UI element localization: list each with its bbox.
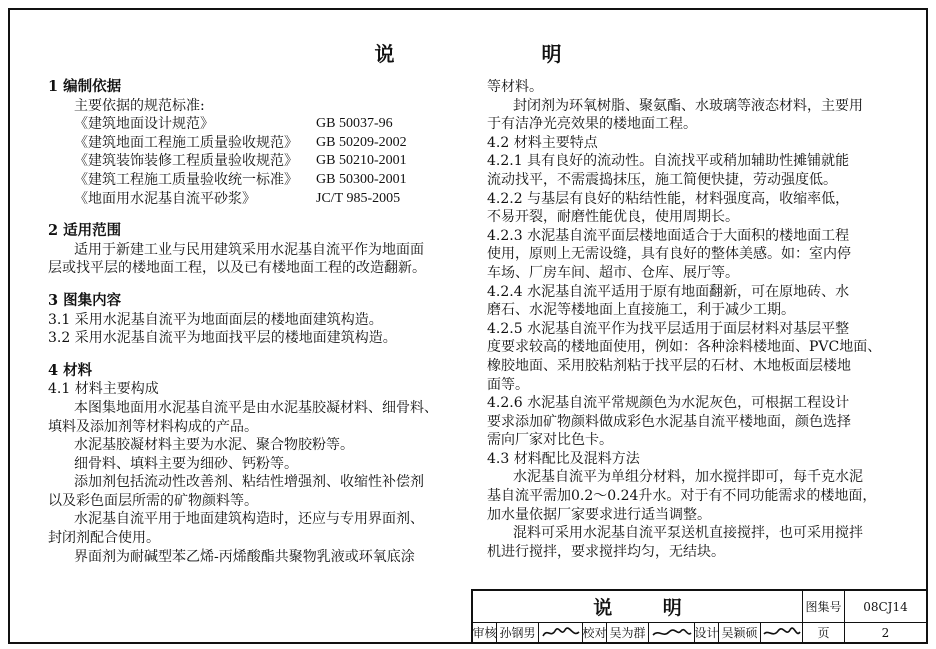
paragraph-line: 4.2.5 水泥基自流平作为找平层适用于面层材料对基层平整 — [487, 320, 850, 337]
paragraph-line: 加水量依据厂家要求进行适当调整。 — [487, 506, 711, 523]
checker-name: 吴为群 — [607, 623, 649, 642]
paragraph-line: 基自流平需加0.2～0.24升水。对于有不同功能需求的楼地面， — [487, 488, 877, 505]
standard-row — [48, 115, 458, 134]
section-4-heading: 4 材料 — [48, 361, 93, 379]
atlas-number-label: 图集号 — [803, 591, 845, 622]
paragraph-line: 面等。 — [487, 376, 529, 393]
paragraph-line: 水泥基自流平为单组分材料，加水搅拌即可，每千克水泥 — [513, 469, 863, 486]
paragraph-line: 等材料。 — [487, 79, 543, 95]
standard-row — [48, 190, 458, 209]
section-1-intro: 主要依据的规范标准: — [74, 97, 205, 114]
page-number: 2 — [881, 625, 890, 640]
page-title: 说 明 — [374, 42, 632, 66]
section-3-heading: 3 图集内容 — [48, 291, 122, 309]
standard-name: 《建筑装饰装修工程质量验收规范》 — [74, 153, 298, 170]
designer-signature — [761, 623, 803, 642]
standard-row — [48, 152, 458, 171]
paragraph-line: 细骨料、填料主要为细砂、钙粉等。 — [74, 455, 298, 472]
standard-code: GB 50209-2002 — [316, 134, 407, 150]
signature-icon — [762, 626, 802, 640]
designer-name: 吴颖硕 — [719, 623, 761, 642]
section-1-heading: 1 编制依据 — [48, 78, 122, 95]
paragraph-line: 4.2.3 水泥基自流平面层楼地面适合于大面积的楼地面工程 — [487, 227, 850, 244]
paragraph-line: 本图集地面用水泥基自流平是由水泥基胶凝材料、细骨料、 — [74, 399, 438, 416]
section-2-heading: 2 适用范围 — [48, 222, 122, 240]
paragraph-line: 使用，原则上无需设缝，具有良好的整体美感。如：室内停 — [487, 246, 851, 263]
signature-icon — [651, 626, 693, 640]
paragraph-line: 以及彩色面层所需的矿物颜料等。 — [48, 492, 258, 509]
page-label: 页 — [803, 623, 845, 642]
paragraph-line: 4.2.4 水泥基自流平适用于原有地面翻新，可在原地砖、水 — [487, 283, 850, 300]
paragraph-line: 3.2 采用水泥基自流平为地面找平层的楼地面建筑构造。 — [48, 330, 397, 347]
standard-code: GB 50037-96 — [316, 116, 393, 132]
paragraph-line: 适用于新建工业与民用建筑采用水泥基自流平作为地面面 — [74, 241, 424, 258]
standard-row — [48, 171, 458, 190]
design-label: 设计 — [695, 623, 719, 642]
paragraph-line: 流动找平，不需震捣抹压，施工简便快捷，劳动强度低。 — [487, 171, 837, 188]
check-label: 校对 — [583, 623, 607, 642]
paragraph-line: 4.2.1 具有良好的流动性。自流找平或稍加辅助性摊铺就能 — [487, 153, 850, 170]
signature-icon — [541, 626, 581, 640]
paragraph-line: 3.1 采用水泥基自流平为地面面层的楼地面建筑构造。 — [48, 311, 383, 328]
standard-code: GB 50210-2001 — [316, 153, 407, 169]
standard-name: 《建筑工程施工质量验收统一标准》 — [74, 171, 298, 188]
title-block-bottom-row — [473, 623, 926, 642]
standard-name: 《地面用水泥基自流平砂浆》 — [74, 190, 256, 207]
paragraph-line: 需向厂家对比色卡。 — [487, 432, 613, 449]
title-block-name: 说 明 — [473, 591, 803, 622]
checker-signature — [649, 623, 695, 642]
paragraph-line: 层或找平层的楼地面工程，以及已有楼地面工程的改造翻新。 — [48, 260, 426, 277]
paragraph-line: 于有洁净光亮效果的楼地面工程。 — [487, 116, 697, 133]
standard-code: GB 50300-2001 — [316, 171, 407, 187]
paragraph-line: 磨石、水泥等楼地面上直接施工，利于减少工期。 — [487, 302, 795, 319]
paragraph-line: 添加剂包括流动性改善剂、粘结性增强剂、收缩性补偿剂 — [74, 474, 424, 491]
subsection-heading: 4.1 材料主要构成 — [48, 381, 159, 398]
paragraph-line: 机进行搅拌，要求搅拌均匀，无结块。 — [487, 543, 725, 560]
title-block — [471, 589, 926, 642]
paragraph-line: 填料及添加剂等材料构成的产品。 — [48, 418, 258, 435]
standard-name: 《建筑地面设计规范》 — [74, 116, 214, 133]
paragraph-line: 4.2.2 与基层有良好的粘结性能，材料强度高，收缩率低， — [487, 190, 850, 207]
paragraph-line: 水泥基自流平用于地面建筑构造时，还应与专用界面剂、 — [74, 511, 424, 528]
paragraph-line: 度要求较高的楼地面使用，例如：各种涂料楼地面、PVC地面、 — [487, 339, 882, 356]
subsection-heading: 4.2 材料主要特点 — [487, 134, 598, 151]
right-column — [487, 78, 907, 561]
paragraph-line: 界面剂为耐碱型苯乙烯-丙烯酸酯共聚物乳液或环氧底涂 — [74, 548, 415, 565]
standard-code: JC/T 985-2005 — [316, 190, 401, 206]
left-column — [48, 78, 458, 566]
standard-row — [48, 134, 458, 153]
paragraph-line: 封闭剂配合使用。 — [48, 530, 160, 547]
subsection-heading: 4.3 材料配比及混料方法 — [487, 450, 640, 467]
paragraph-line: 车场、厂房车间、超市、仓库、展厅等。 — [487, 264, 739, 281]
paragraph-line: 混料可采用水泥基自流平泵送机直接搅拌，也可采用搅拌 — [513, 525, 863, 542]
review-label: 审核 — [473, 623, 497, 642]
paragraph-line: 水泥基胶凝材料主要为水泥、聚合物胶粉等。 — [74, 437, 354, 454]
title-block-top-row — [473, 591, 926, 623]
reviewer-name: 孙钢男 — [497, 623, 539, 642]
atlas-number: 08CJ14 — [863, 599, 908, 614]
paragraph-line: 橡胶地面、采用胶粘剂粘于找平层的石材、木地板面层楼地 — [487, 357, 851, 374]
paragraph-line: 不易开裂，耐磨性能优良，使用周期长。 — [487, 209, 739, 226]
paragraph-line: 封闭剂为环氧树脂、聚氨酯、水玻璃等液态材料，主要用 — [513, 97, 863, 114]
paragraph-line: 要求添加矿物颜料做成彩色水泥基自流平楼地面，颜色选择 — [487, 413, 851, 430]
standard-name: 《建筑地面工程施工质量验收规范》 — [74, 134, 298, 151]
paragraph-line: 4.2.6 水泥基自流平常规颜色为水泥灰色，可根据工程设计 — [487, 395, 850, 412]
reviewer-signature — [539, 623, 583, 642]
